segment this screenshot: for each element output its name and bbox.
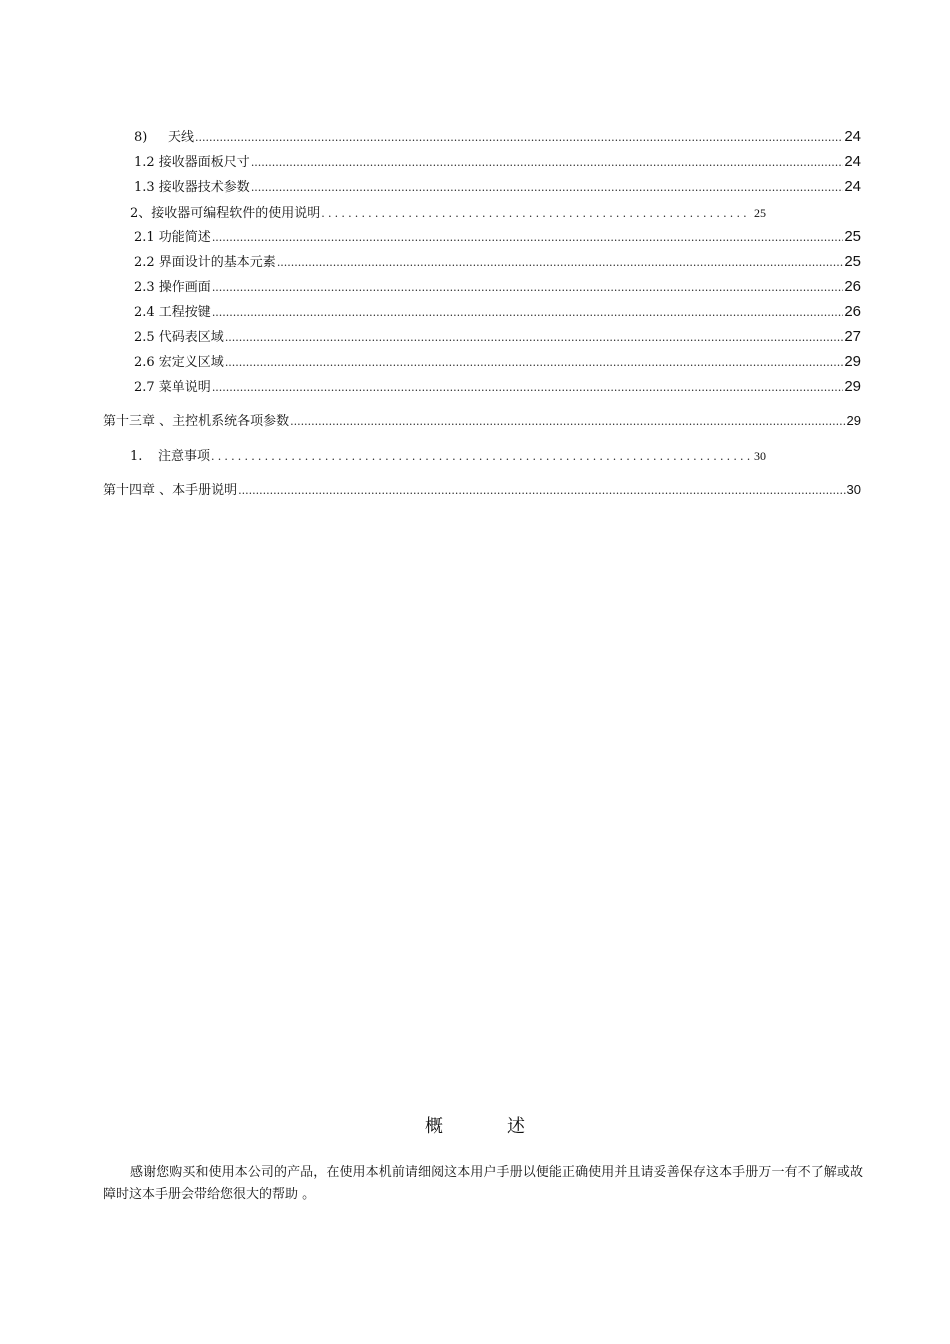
toc-page-number: 29 (844, 378, 861, 395)
toc-page-number: 24 (844, 178, 861, 195)
toc-leader-dots (212, 280, 844, 296)
toc-page-number: 26 (844, 303, 861, 320)
toc-page-number: 24 (844, 153, 861, 170)
toc-entry-2-7[interactable] (134, 379, 861, 396)
toc-entry-label: 2.3 操作画面 (134, 280, 211, 295)
toc-entry-chapter-14[interactable] (103, 482, 861, 499)
toc-entry-label: 2.2 界面设计的基本元素 (134, 255, 276, 270)
toc-entry-label: 天线 (168, 130, 195, 145)
overview-heading (0, 1112, 950, 1138)
toc-leader-dots (212, 380, 844, 396)
toc-entry-1-2[interactable] (134, 154, 861, 171)
toc-entry-2-6[interactable] (134, 354, 861, 371)
toc-entry-antenna[interactable] (134, 129, 861, 146)
toc-page-number: 30 (846, 482, 861, 497)
toc-leader-dots (195, 130, 843, 146)
toc-entry-label: 2、接收器可编程软件的使用说明 (130, 206, 321, 221)
toc-page-number: 26 (844, 278, 861, 295)
toc-entry-chapter-13[interactable] (103, 413, 861, 430)
toc-leader-dots (211, 449, 751, 465)
toc-page-number: 29 (844, 353, 861, 370)
toc-entry-2-3[interactable] (134, 279, 861, 296)
toc-leader-dots (251, 180, 844, 196)
toc-leader-dots (225, 355, 844, 371)
toc-entry-2-1[interactable] (134, 229, 861, 246)
toc-page-number: 30 (754, 449, 766, 463)
toc-entry-1-3[interactable] (134, 179, 861, 196)
toc-entry-label: 2.4 工程按键 (134, 305, 211, 320)
toc-page-number: 25 (844, 253, 861, 270)
toc-entry-label: 2.5 代码表区域 (134, 330, 224, 345)
toc-entry-label: 注意事项 (158, 449, 211, 464)
toc-entry-label: 2.7 菜单说明 (134, 380, 211, 395)
toc-page-number: 27 (844, 328, 861, 345)
toc-page-number: 25 (754, 206, 766, 220)
toc-entry-label: 2.1 功能简述 (134, 230, 211, 245)
toc-leader-dots (290, 414, 845, 430)
toc-entry-label: 2.6 宏定义区域 (134, 355, 224, 370)
toc-entry-2-4[interactable] (134, 304, 861, 321)
toc-page-number: 25 (844, 228, 861, 245)
toc-entry-2-2[interactable] (134, 254, 861, 271)
toc-page-number: 29 (846, 413, 861, 428)
overview-heading-right: 述 (507, 1116, 525, 1137)
toc-entry-2[interactable] (130, 205, 766, 222)
toc-leader-dots (212, 305, 844, 321)
toc-entry-label: 第十四章 、本手册说明 (103, 483, 238, 498)
toc-leader-dots (277, 255, 844, 271)
toc-page-number: 24 (844, 128, 861, 145)
overview-heading-left: 概 (425, 1116, 443, 1137)
toc-entry-label: 第十三章 、主控机系统各项参数 (103, 414, 290, 429)
toc-leader-dots (251, 155, 844, 171)
toc-leader-dots (238, 483, 845, 499)
toc-leader-dots (321, 206, 751, 222)
toc-entry-label: 1.3 接收器技术参数 (134, 180, 250, 195)
overview-paragraph: 感谢您购买和使用本公司的产品，在使用本机前请细阅这本用户手册以便能正确使用并且请妥善保存这本手册万一有不了解或故障时这本手册会带给您很大的帮助 。 (103, 1165, 863, 1202)
toc-entry-number: 8) (134, 130, 148, 145)
toc-entry-2-5[interactable] (134, 329, 861, 346)
toc-entry-number: 1. (130, 449, 143, 464)
toc-leader-dots (225, 330, 844, 346)
toc-leader-dots (212, 230, 844, 246)
toc-entry-label: 1.2 接收器面板尺寸 (134, 155, 250, 170)
toc-entry-notes[interactable] (130, 448, 766, 465)
